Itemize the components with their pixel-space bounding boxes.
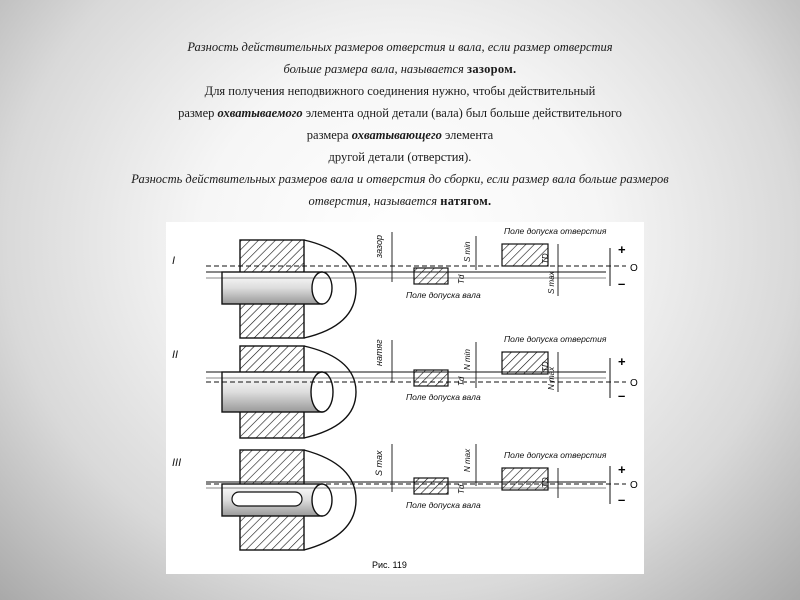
row-2: [172, 334, 638, 438]
row-1-numeral: I: [172, 255, 176, 267]
p2-line3-em: охватывающего: [351, 128, 442, 142]
row-1-s1-label: S min: [463, 241, 472, 262]
row-3: [172, 444, 638, 550]
row-1-shaft: [222, 272, 322, 304]
row-2-td-label: TD: [541, 361, 550, 372]
row-2-plus: +: [618, 354, 626, 369]
row-3-s1-label: N max: [463, 448, 472, 472]
fit-diagram-figure: [166, 222, 644, 574]
row-1-plus: +: [618, 242, 626, 257]
p1-line2-text: больше размера вала, называется: [283, 62, 464, 76]
p1-line1: Разность действительных размеров отверстия и вала, если размер отверстия: [187, 40, 613, 54]
p2-line3-b: элемента: [444, 128, 494, 142]
p2-line4: другой детали (отверстия).: [328, 150, 472, 164]
row-3-shaft-end: [312, 484, 332, 516]
row-1-vert-label: зазор: [374, 235, 384, 258]
figure-caption: Рис. 119: [372, 560, 407, 570]
p2-line2-a: размер: [178, 106, 215, 120]
p3-line2: [20, 190, 780, 212]
row-2-zero: O: [630, 378, 638, 389]
p3-line2-text: отверстия, называется: [308, 194, 438, 208]
p1-line2: [20, 58, 780, 80]
row-1-s2-label: S max: [547, 271, 556, 294]
row-2-minus: –: [618, 388, 626, 403]
term-zazor: зазором.: [467, 62, 517, 76]
row-3-zero: O: [630, 480, 638, 491]
row-1-tdd-label: Td: [457, 274, 466, 284]
row-2-shaft-tol-label: Поле допуска вала: [406, 392, 481, 402]
row-1-shaft-tol-label: Поле допуска вала: [406, 290, 481, 300]
p2-line3: [20, 124, 780, 146]
row-2-s2-label: N max: [547, 366, 556, 390]
row-1-minus: –: [618, 276, 626, 291]
row-3-td-label: TD: [541, 477, 550, 488]
row-3-plus: +: [618, 462, 626, 477]
p2-line2-em: охватываемого: [217, 106, 303, 120]
row-3-vert-label: S max: [374, 450, 384, 476]
row-1-td-label: TD: [541, 253, 550, 264]
p2-line2: [20, 102, 780, 124]
fit-diagram-svg: [166, 222, 644, 574]
row-2-numeral: II: [172, 349, 179, 361]
row-3-minus: –: [618, 492, 626, 507]
row-3-shaft-key: [232, 492, 302, 506]
row-2-s1-label: N min: [463, 349, 472, 370]
row-3-hole-tol-label: Поле допуска отверстия: [504, 450, 607, 460]
row-2-shaft-tol-box: [414, 370, 448, 386]
row-1-shaft-tol-box: [414, 268, 448, 284]
row-1: [172, 226, 638, 338]
row-1-shaft-end: [312, 272, 332, 304]
row-2-tdd-label: Td: [457, 376, 466, 386]
row-1-hole-bottom: [240, 300, 304, 338]
text-block: [20, 36, 780, 212]
p2-line1: Для получения неподвижного соединения нужно, чтобы действительный: [204, 84, 596, 98]
p2-line3-a: размера: [306, 128, 349, 142]
p2-line2-b: элемента одной детали (вала) был больше действительного: [305, 106, 622, 120]
term-natyag: натягом.: [440, 194, 492, 208]
row-1-zero: O: [630, 263, 638, 274]
row-3-shaft-tol-box: [414, 478, 448, 494]
row-3-tdd-label: Td: [457, 484, 466, 494]
row-3-numeral: III: [172, 457, 182, 469]
row-3-shaft-tol-label: Поле допуска вала: [406, 500, 481, 510]
row-2-hole-tol-label: Поле допуска отверстия: [504, 334, 607, 344]
p3-line1: Разность действительных размеров вала и отверстия до сборки, если размер вала больше размеров: [131, 172, 669, 186]
row-1-hole-tol-label: Поле допуска отверстия: [504, 226, 607, 236]
row-3-hole-bottom: [240, 512, 304, 550]
row-2-vert-label: натяг: [374, 339, 384, 366]
